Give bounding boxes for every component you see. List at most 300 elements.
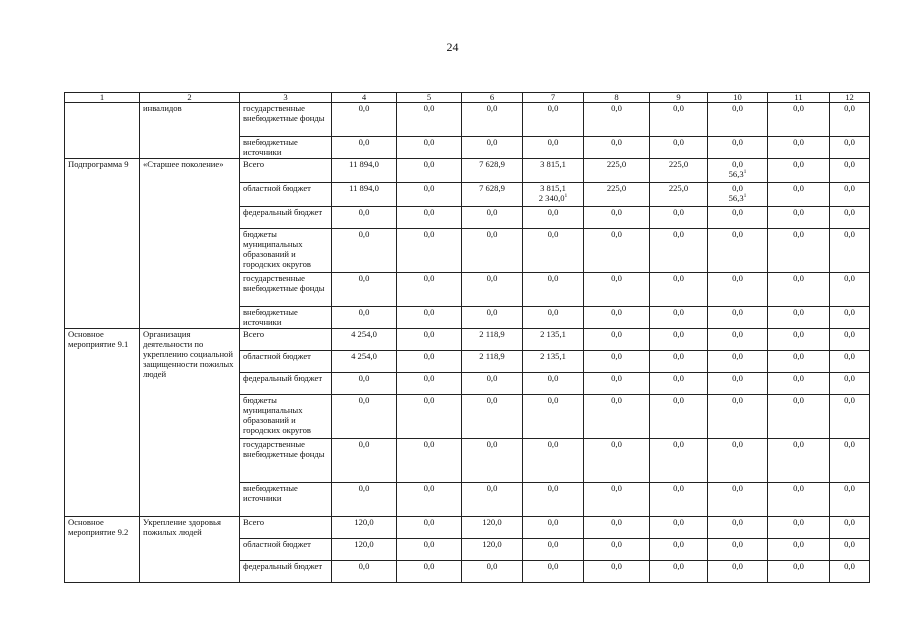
value-cell <box>768 351 830 373</box>
value-text: 0,0 <box>673 103 684 113</box>
value-cell <box>397 329 462 351</box>
value-cell <box>768 183 830 207</box>
value-cell <box>830 183 870 207</box>
value-cell <box>650 483 708 517</box>
value-text: 0,0 <box>844 137 855 147</box>
page-number: 24 <box>446 40 459 54</box>
value-text: 3 815,1 <box>540 183 566 193</box>
value-cell <box>830 373 870 395</box>
value-cell <box>650 351 708 373</box>
value-cell <box>708 103 768 137</box>
value-text: 0,0 <box>547 539 559 549</box>
column-header-5: 5 <box>397 93 462 103</box>
value-text: 0,0 <box>673 307 684 317</box>
value-text: 0,0 <box>423 483 435 493</box>
value-text: 0,0 <box>732 439 743 449</box>
value-text: 0,0 <box>844 183 855 193</box>
value-text: 0,0 <box>844 207 855 217</box>
value-text: 0,0 <box>732 329 743 339</box>
value-text: 0,0 <box>423 103 435 113</box>
value-cell <box>830 273 870 307</box>
value-text: 0,0 <box>844 561 855 571</box>
value-text: 0,0 <box>486 439 498 449</box>
value-text: 0,0 <box>732 229 743 239</box>
value-text: 0,0 <box>732 137 743 147</box>
value-text: 2 118,9 <box>479 351 505 361</box>
value-cell <box>768 103 830 137</box>
value-text: 11 894,0 <box>349 159 379 169</box>
value-cell <box>768 229 830 273</box>
footnoted-value-text: 56,3 <box>728 193 744 203</box>
value-text: 0,0 <box>358 483 370 493</box>
value-cell <box>650 329 708 351</box>
value-cell <box>650 373 708 395</box>
value-text: 0,0 <box>673 351 684 361</box>
column-header-row <box>65 93 870 103</box>
value-text: 0,0 <box>423 229 435 239</box>
value-cell <box>462 483 523 517</box>
value-text: 0,0 <box>611 439 622 449</box>
value-cell <box>462 183 523 207</box>
footnoted-value <box>711 193 764 203</box>
value-text: 0,0 <box>358 273 370 283</box>
value-cell <box>523 395 584 439</box>
value-text: 0,0 <box>844 395 855 405</box>
value-text: 0,0 <box>793 103 804 113</box>
value-cell <box>830 229 870 273</box>
value-text: 0,0 <box>486 229 498 239</box>
value-text: 0,0 <box>611 329 622 339</box>
table-row <box>65 329 870 351</box>
value-text: 0,0 <box>547 439 559 449</box>
value-cell <box>332 329 397 351</box>
value-cell <box>650 183 708 207</box>
value-text: 0,0 <box>732 207 743 217</box>
value-cell <box>830 207 870 229</box>
value-cell <box>830 307 870 329</box>
value-cell <box>768 539 830 561</box>
value-cell <box>768 561 830 583</box>
value-cell <box>332 183 397 207</box>
value-text: 0,0 <box>793 517 804 527</box>
value-cell <box>397 159 462 183</box>
value-cell <box>708 207 768 229</box>
value-cell <box>830 351 870 373</box>
funding-source-cell: Всего <box>240 329 332 351</box>
value-cell <box>768 159 830 183</box>
value-cell <box>397 539 462 561</box>
value-cell <box>397 439 462 483</box>
value-cell <box>650 539 708 561</box>
value-text: 0,0 <box>611 273 622 283</box>
value-cell <box>332 103 397 137</box>
value-cell <box>650 159 708 183</box>
value-text: 0,0 <box>358 137 370 147</box>
funding-source-cell: федеральный бюджет <box>240 561 332 583</box>
value-text: 0,0 <box>793 483 804 493</box>
value-text: 0,0 <box>793 539 804 549</box>
value-text: 0,0 <box>547 561 559 571</box>
footnote-mark: 1 <box>743 169 747 176</box>
footnote-mark: 1 <box>564 193 568 200</box>
value-text: 0,0 <box>547 103 559 113</box>
value-cell <box>397 373 462 395</box>
column-header-9: 9 <box>650 93 708 103</box>
program-name-cell: Подпрограмма 9 <box>65 159 140 329</box>
column-header-1: 1 <box>65 93 140 103</box>
value-text: 0,0 <box>844 439 855 449</box>
value-cell <box>708 159 768 183</box>
funding-source-cell: областной бюджет <box>240 351 332 373</box>
value-cell <box>332 561 397 583</box>
value-cell <box>523 307 584 329</box>
value-cell <box>708 561 768 583</box>
value-text: 0,0 <box>423 307 435 317</box>
footnoted-value-text: 56,3 <box>728 169 744 179</box>
value-cell <box>708 329 768 351</box>
value-text: 0,0 <box>673 207 684 217</box>
value-text: 0,0 <box>358 307 370 317</box>
table-row <box>65 103 870 137</box>
value-text: 0,0 <box>673 561 684 571</box>
value-cell <box>397 351 462 373</box>
value-text: 0,0 <box>423 137 435 147</box>
column-header-2: 2 <box>140 93 240 103</box>
value-text: 0,0 <box>547 307 559 317</box>
value-text: 0,0 <box>611 539 622 549</box>
column-header-4: 4 <box>332 93 397 103</box>
value-cell <box>523 103 584 137</box>
value-cell <box>768 373 830 395</box>
value-cell <box>830 439 870 483</box>
value-text: 0,0 <box>486 207 498 217</box>
value-text: 0,0 <box>547 229 559 239</box>
funding-source-cell: областной бюджет <box>240 539 332 561</box>
value-text: 0,0 <box>793 183 804 193</box>
value-cell <box>708 351 768 373</box>
funding-source-cell: федеральный бюджет <box>240 207 332 229</box>
value-text: 0,0 <box>844 103 855 113</box>
value-text: 0,0 <box>793 329 804 339</box>
value-cell <box>584 329 650 351</box>
value-cell <box>768 439 830 483</box>
value-cell <box>584 183 650 207</box>
value-text: 0,0 <box>793 439 804 449</box>
value-text: 0,0 <box>486 273 498 283</box>
value-cell <box>523 159 584 183</box>
value-text: 0,0 <box>547 395 559 405</box>
value-cell <box>462 329 523 351</box>
value-text: 0,0 <box>611 561 622 571</box>
value-text: 0,0 <box>423 439 435 449</box>
value-cell <box>708 539 768 561</box>
value-text: 0,0 <box>673 539 684 549</box>
value-cell <box>584 517 650 539</box>
value-text: 0,0 <box>358 439 370 449</box>
column-header-12: 12 <box>830 93 870 103</box>
value-text: 0,0 <box>423 395 435 405</box>
value-cell <box>650 439 708 483</box>
value-cell <box>462 561 523 583</box>
value-text: 0,0 <box>793 229 804 239</box>
value-text: 0,0 <box>793 351 804 361</box>
value-text: 0,0 <box>423 273 435 283</box>
value-cell <box>332 517 397 539</box>
value-text: 4 254,0 <box>351 351 377 361</box>
funding-source-cell: бюджеты муниципальных образований и городских округов <box>240 229 332 273</box>
value-text: 225,0 <box>606 159 627 169</box>
value-cell <box>708 483 768 517</box>
value-cell <box>584 373 650 395</box>
value-text: 0,0 <box>844 159 855 169</box>
value-text: 120,0 <box>482 539 502 549</box>
value-cell <box>708 517 768 539</box>
value-text: 225,0 <box>668 159 689 169</box>
value-text: 0,0 <box>732 351 743 361</box>
value-text: 225,0 <box>606 183 627 193</box>
value-text: 0,0 <box>358 103 370 113</box>
value-text: 0,0 <box>793 307 804 317</box>
funding-source-cell: внебюджетные источники <box>240 137 332 159</box>
value-text: 0,0 <box>547 517 559 527</box>
value-cell <box>768 517 830 539</box>
value-text: 0,0 <box>673 329 684 339</box>
value-text: 0,0 <box>732 373 743 383</box>
value-cell <box>584 351 650 373</box>
value-text: 0,0 <box>732 561 743 571</box>
value-text: 0,0 <box>547 373 559 383</box>
footnoted-value <box>526 193 580 203</box>
value-text: 120,0 <box>354 517 374 527</box>
value-cell <box>397 307 462 329</box>
value-text: 0,0 <box>844 307 855 317</box>
value-text: 0,0 <box>732 159 743 169</box>
funding-source-cell: внебюджетные источники <box>240 483 332 517</box>
funding-source-cell: бюджеты муниципальных образований и городских округов <box>240 395 332 439</box>
value-cell <box>332 307 397 329</box>
table-row <box>65 517 870 539</box>
value-text: 0,0 <box>358 561 370 571</box>
value-cell <box>830 103 870 137</box>
value-cell <box>584 439 650 483</box>
value-cell <box>584 395 650 439</box>
value-text: 0,0 <box>423 373 435 383</box>
value-text: 0,0 <box>673 483 684 493</box>
value-text: 0,0 <box>673 439 684 449</box>
value-cell <box>332 539 397 561</box>
value-text: 0,0 <box>358 229 370 239</box>
value-text: 0,0 <box>611 517 622 527</box>
program-name-cell <box>65 103 140 159</box>
value-text: 0,0 <box>486 483 498 493</box>
value-cell <box>332 439 397 483</box>
value-text: 0,0 <box>673 273 684 283</box>
value-text: 0,0 <box>547 137 559 147</box>
program-name-cell: Основное мероприятие 9.2 <box>65 517 140 583</box>
value-cell <box>584 159 650 183</box>
value-text: 0,0 <box>844 517 855 527</box>
value-text: 0,0 <box>844 229 855 239</box>
value-text: 0,0 <box>844 539 855 549</box>
value-text: 0,0 <box>486 307 498 317</box>
value-text: 2 135,1 <box>540 351 566 361</box>
value-text: 0,0 <box>423 329 435 339</box>
value-cell <box>708 395 768 439</box>
value-cell <box>397 183 462 207</box>
value-cell <box>650 561 708 583</box>
value-cell <box>523 229 584 273</box>
value-cell <box>397 273 462 307</box>
value-cell <box>523 439 584 483</box>
value-text: 0,0 <box>793 273 804 283</box>
budget-table <box>64 92 870 583</box>
funding-source-cell: внебюджетные источники <box>240 307 332 329</box>
value-cell <box>708 439 768 483</box>
value-text: 0,0 <box>844 351 855 361</box>
value-text: 0,0 <box>732 183 743 193</box>
value-cell <box>768 273 830 307</box>
value-cell <box>397 561 462 583</box>
value-cell <box>708 229 768 273</box>
value-cell <box>830 517 870 539</box>
program-name-cell: Основное мероприятие 9.1 <box>65 329 140 517</box>
funding-source-cell: государственные внебюджетные фонды <box>240 439 332 483</box>
value-text: 0,0 <box>486 103 498 113</box>
value-cell <box>830 159 870 183</box>
value-text: 0,0 <box>611 395 622 405</box>
value-cell <box>332 351 397 373</box>
column-header-7: 7 <box>523 93 584 103</box>
value-cell <box>584 539 650 561</box>
value-text: 7 628,9 <box>479 183 505 193</box>
value-text: 0,0 <box>547 207 559 217</box>
column-header-6: 6 <box>462 93 523 103</box>
value-text: 3 815,1 <box>540 159 566 169</box>
value-cell <box>523 539 584 561</box>
value-cell <box>768 207 830 229</box>
value-cell <box>462 137 523 159</box>
value-cell <box>523 561 584 583</box>
value-text: 0,0 <box>423 183 435 193</box>
value-cell <box>332 483 397 517</box>
value-cell <box>462 307 523 329</box>
value-text: 0,0 <box>732 539 743 549</box>
value-cell <box>584 103 650 137</box>
program-title-cell: инвалидов <box>140 103 240 159</box>
value-text: 0,0 <box>673 373 684 383</box>
value-cell <box>397 229 462 273</box>
value-cell <box>332 395 397 439</box>
value-text: 0,0 <box>673 517 684 527</box>
value-text: 0,0 <box>611 351 622 361</box>
program-title-cell: Организация деятельности по укреплению социальной защищенности пожилых людей <box>140 329 240 517</box>
value-cell <box>397 517 462 539</box>
value-text: 4 254,0 <box>351 329 377 339</box>
value-text: 0,0 <box>793 159 804 169</box>
value-cell <box>584 307 650 329</box>
value-cell <box>523 517 584 539</box>
value-cell <box>768 307 830 329</box>
value-text: 0,0 <box>611 137 622 147</box>
value-text: 0,0 <box>486 395 498 405</box>
value-text: 0,0 <box>611 207 622 217</box>
value-cell <box>397 207 462 229</box>
value-cell <box>768 395 830 439</box>
column-header-10: 10 <box>708 93 768 103</box>
value-text: 0,0 <box>423 517 435 527</box>
value-cell <box>584 561 650 583</box>
value-cell <box>650 229 708 273</box>
value-cell <box>523 483 584 517</box>
value-text: 0,0 <box>611 103 622 113</box>
value-cell <box>768 329 830 351</box>
value-text: 0,0 <box>673 137 684 147</box>
value-cell <box>650 517 708 539</box>
value-cell <box>830 483 870 517</box>
value-cell <box>523 273 584 307</box>
value-cell <box>523 351 584 373</box>
table-row <box>65 159 870 183</box>
value-cell <box>462 539 523 561</box>
funding-source-cell: Всего <box>240 517 332 539</box>
value-cell <box>650 273 708 307</box>
value-cell <box>332 207 397 229</box>
value-cell <box>397 395 462 439</box>
value-cell <box>332 137 397 159</box>
value-cell <box>708 137 768 159</box>
value-cell <box>584 229 650 273</box>
value-cell <box>523 329 584 351</box>
footnote-mark: 1 <box>743 193 747 200</box>
value-cell <box>462 273 523 307</box>
value-cell <box>708 273 768 307</box>
value-text: 0,0 <box>486 561 498 571</box>
value-cell <box>768 483 830 517</box>
value-cell <box>650 395 708 439</box>
footnoted-value <box>711 169 764 179</box>
value-cell <box>462 207 523 229</box>
value-text: 0,0 <box>423 207 435 217</box>
value-text: 0,0 <box>423 561 435 571</box>
value-text: 120,0 <box>482 517 502 527</box>
value-text: 0,0 <box>732 273 743 283</box>
value-cell <box>650 103 708 137</box>
value-text: 0,0 <box>486 373 498 383</box>
value-cell <box>332 273 397 307</box>
value-text: 120,0 <box>354 539 374 549</box>
funding-source-cell: государственные внебюджетные фонды <box>240 273 332 307</box>
value-cell <box>462 439 523 483</box>
value-cell <box>332 373 397 395</box>
value-cell <box>584 483 650 517</box>
value-cell <box>462 373 523 395</box>
value-text: 0,0 <box>732 307 743 317</box>
value-cell <box>708 373 768 395</box>
value-cell <box>462 159 523 183</box>
value-text: 0,0 <box>793 207 804 217</box>
funding-source-cell: Всего <box>240 159 332 183</box>
value-cell <box>397 137 462 159</box>
value-text: 0,0 <box>732 103 743 113</box>
funding-source-cell: государственные внебюджетные фонды <box>240 103 332 137</box>
value-cell <box>650 307 708 329</box>
value-cell <box>830 395 870 439</box>
value-cell <box>397 103 462 137</box>
value-text: 0,0 <box>423 539 435 549</box>
column-header-8: 8 <box>584 93 650 103</box>
value-cell <box>830 329 870 351</box>
value-text: 0,0 <box>358 395 370 405</box>
